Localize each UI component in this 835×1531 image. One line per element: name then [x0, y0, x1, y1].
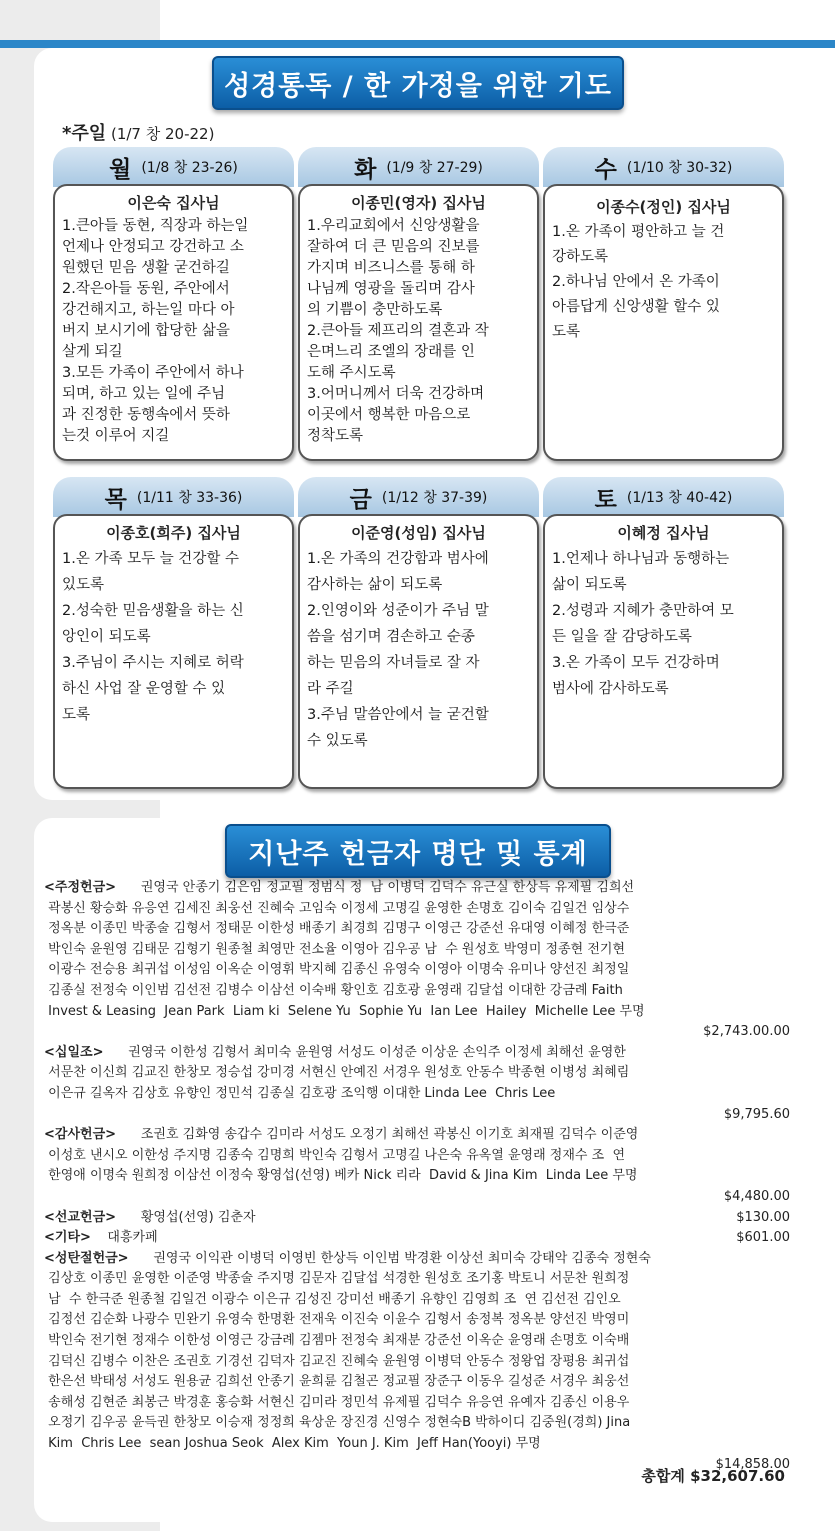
day-card-thu [53, 477, 294, 789]
offering-group-christmas [44, 1249, 790, 1476]
prayer-text: 1.온 가족이 평안하고 늘 건 강하도록 2.하나님 안에서 온 가족이 아름답게 신앙생활 할수 있 도록 [552, 224, 725, 340]
offering-names: 권영국 안종기 김은임 정교필 정범식 정 남 이병덕 김덕수 유근실 한상득 유제필 김희선 [116, 880, 635, 895]
day-body [543, 514, 784, 789]
grand-total-value: $32,607.60 [690, 1467, 785, 1485]
offering-names: 권영국 이한성 김형서 최미숙 윤원영 서성도 이성준 이상운 손익주 이정세 최해선 윤영한 [103, 1044, 626, 1060]
offering-line [44, 1043, 790, 1064]
prayer-text: 1.온 가족 모두 늘 건강할 수 있도록 2.성숙한 믿음생활을 하는 신 앙인이 되도록 3.주님이 주시는 지혜로 허락 하신 사업 잘 운영할 수 있 도록 [62, 551, 244, 723]
person-name: 이혜정 집사님 [617, 524, 710, 542]
day-body [298, 514, 539, 789]
offering-line: 박인숙 윤원영 김태문 김형기 원종철 최영만 전소율 이영아 김우공 남 수 원성호 박영미 정종현 전기현 [44, 941, 625, 957]
offering-list [44, 878, 790, 1475]
person-name: 이은숙 집사님 [127, 194, 220, 212]
offering-line: Invest & Leasing Jean Park Liam ki Selene Yu Sophie Yu Ian Lee Hailey Michelle Lee 무명 [44, 1003, 645, 1019]
day-card-fri [298, 477, 539, 789]
day-body [543, 184, 784, 461]
day-ref: (1/9 창 27-29) [386, 160, 483, 176]
day-char: 수 [594, 156, 617, 183]
day-tab [53, 147, 294, 187]
day-tab [53, 477, 294, 517]
offering-line [44, 1125, 790, 1146]
offering-category: <감사헌금> [44, 1127, 117, 1143]
offering-line: 오정기 김우공 윤득권 한창모 이승재 정정희 육상운 장진경 신영수 정현숙B 박하이디 김중원(경희) Jina [44, 1415, 631, 1431]
offering-line [44, 1228, 790, 1249]
offering-line: Kim Chris Lee sean Joshua Seok Alex Kim Youn J. Kim Jeff Han(Yooyi) 무명 [44, 1436, 541, 1452]
day-ref: (1/10 창 30-32) [626, 160, 733, 176]
prayer-text: 1.온 가족의 건강함과 범사에 감사하는 삶이 되도록 2.인영이와 성준이가 주님 말 씀을 섬기며 겸손하고 순종 하는 믿음의 자녀들로 잘 자 라 주길 3.주님 말씀안에서 늘 굳건할 수 있도록 [307, 551, 489, 749]
sunday-reading [62, 119, 214, 145]
day-ref: (1/13 창 40-42) [626, 490, 733, 506]
offering-line: 한은선 박태성 서성도 원용균 김희선 안종기 윤희륜 김철곤 정교필 장준구 이동우 길성준 서경우 최웅선 [44, 1374, 630, 1390]
person-name: 이준영(성임) 집사님 [351, 524, 486, 542]
day-char: 월 [109, 156, 132, 183]
day-body [298, 184, 539, 461]
offering-amount: $601.00 [736, 1230, 790, 1246]
offering-line: 김덕신 김병수 이찬은 조권호 기경선 김덕자 김교진 진혜숙 윤원영 이병덕 안동수 정왕업 장평용 최귀섭 [44, 1353, 630, 1369]
prayer-title-banner: 성경통독 / 한 가정을 위한 기도 [212, 56, 624, 110]
offering-group-tithe-sunday [44, 878, 790, 1043]
day-char: 화 [354, 156, 377, 183]
offering-line: 이은규 길옥자 김상호 유향인 정민석 김종실 김호광 조익행 이대한 Linda Lee Chris Lee [44, 1085, 556, 1101]
offering-title-banner: 지난주 헌금자 명단 및 통계 [225, 824, 611, 878]
day-card-mon [53, 147, 294, 461]
offering-line [44, 1249, 790, 1270]
sunday-ref: (1/7 창 20-22) [110, 125, 215, 143]
offering-line [44, 878, 790, 899]
person-name: 이종수(정인) 집사님 [596, 198, 731, 216]
day-tab [298, 477, 539, 517]
offering-line: 남 수 한극준 원종철 김일건 이광수 이은규 김성진 강미선 배종기 유향인 김영희 조 연 김선전 김인오 [44, 1291, 621, 1307]
offering-line: 한영애 이명숙 원희정 이삼선 이정숙 황영섭(선영) 베카 Nick 리라 David & Jina Kim Linda Lee 무명 [44, 1168, 638, 1184]
day-char: 토 [594, 486, 617, 513]
day-ref: (1/12 창 37-39) [381, 490, 488, 506]
offering-amount: $9,795.60 [723, 1106, 790, 1122]
offering-group-other [44, 1228, 790, 1249]
prayer-text: 1.큰아들 동현, 직장과 하는일 언제나 안정되고 강건하고 소 원했던 믿음 생활 굳건하길 2.작은아들 동원, 주안에서 강건해지고, 하는일 마다 아 버지 보시기에 합당한 삶을 살게 되길 3.모든 가족이 주안에서 하나 되며, 하고 있는 일에 주님 과 진정한 동행속에서 뜻하 는것 이루어 지길 [62, 218, 249, 444]
offering-category: <주정헌금> [44, 880, 117, 895]
day-body [53, 514, 294, 789]
day-card-sat [543, 477, 784, 789]
day-card-tue [298, 147, 539, 461]
offering-amount: $4,480.00 [723, 1188, 790, 1204]
offering-line: 이광수 전승용 최귀섭 이성임 이옥순 이영휘 박지혜 김종신 유영숙 이영아 이명숙 유미나 양선진 최정일 [44, 962, 630, 978]
offering-group-tithe [44, 1043, 790, 1125]
offering-line: 곽봉신 황승화 유응연 김세진 최웅선 진혜숙 고임숙 이정세 고명길 윤영한 손명호 김이숙 김일건 임상수 [44, 900, 630, 916]
offering-line: 김정선 김순화 나광수 민완기 유영숙 한명환 전재욱 이진숙 이윤수 김형서 송정복 정옥분 양선진 박영미 [44, 1312, 630, 1328]
day-char: 목 [104, 486, 127, 513]
offering-group-mission [44, 1208, 790, 1229]
day-ref: (1/8 창 23-26) [141, 160, 238, 176]
person-name: 이종민(영자) 집사님 [351, 194, 486, 212]
day-char: 금 [349, 486, 372, 513]
day-body [53, 184, 294, 461]
grand-total [641, 1465, 785, 1486]
person-name: 이종호(희주) 집사님 [106, 524, 241, 542]
offering-line [44, 1208, 790, 1229]
offering-names: 대흥카페 [90, 1230, 158, 1246]
offering-names: 권영국 이익관 이병덕 이영빈 한상득 이인범 박경환 이상선 최미숙 강태악 김종숙 정현숙 [128, 1250, 651, 1266]
day-tab [298, 147, 539, 187]
offering-names: 조권호 김화영 송갑수 김미라 서성도 오정기 최해선 곽봉신 이기호 최재필 김덕수 이준영 [116, 1127, 639, 1143]
top-band [0, 40, 835, 48]
offering-line: 박인숙 전기현 정재수 이한성 이영근 강금례 김젬마 전정숙 최재분 강준선 이옥순 윤영래 손명호 이숙배 [44, 1333, 630, 1349]
offering-line: 김상호 이종민 윤영한 이준영 박종술 주지명 김문자 김달섭 석경한 원성호 조기홍 박토니 서문찬 원희정 [44, 1271, 630, 1287]
offering-line: 송해성 김현준 최봉근 박경훈 홍승화 서현신 김미라 정민석 유제필 김덕수 유응연 유예자 김종신 이용우 [44, 1394, 630, 1410]
offering-line: 김종실 전정숙 이인범 김선전 김병수 이삼선 이숙배 황인호 김호광 윤영래 김달섭 이대한 강금례 Faith [44, 982, 623, 998]
offering-amount: $130.00 [736, 1209, 790, 1225]
offering-line: 서문찬 이신희 김교진 한창모 정승섭 강미경 서현신 안예진 서경우 원성호 안동수 박종현 이병성 최혜림 [44, 1065, 630, 1081]
offering-category: <선교헌금> [44, 1209, 117, 1225]
offering-category: <기타> [44, 1230, 91, 1246]
offering-line: 정옥분 이종민 박종술 김형서 정태문 이한성 배종기 최경희 김명구 이영근 강준선 유대영 이혜정 한극준 [44, 921, 630, 937]
offering-category: <십일조> [44, 1044, 104, 1060]
grand-total-label: 총합계 [641, 1467, 685, 1485]
offering-group-thanks [44, 1125, 790, 1207]
prayer-text: 1.언제나 하나님과 동행하는 삶이 되도록 2.성령과 지혜가 충만하여 모 든 일을 잘 감당하도록 3.온 가족이 모두 건강하며 범사에 감사하도록 [552, 551, 734, 697]
offering-category: <성탄절헌금> [44, 1250, 129, 1266]
offering-amount: $14,858.00 [715, 1456, 790, 1472]
offering-line: 이성호 낸시오 이한성 주지명 김종숙 김명희 박인숙 김형서 고명길 나은숙 유옥열 윤영래 정재수 조 연 [44, 1147, 625, 1163]
day-card-wed [543, 147, 784, 461]
prayer-text: 1.우리교회에서 신앙생활을 잘하여 더 큰 믿음의 진보를 가지며 비즈니스를 통해 하 나님께 영광을 돌리며 감사 의 기쁨이 충만하도록 2.큰아들 제프리의 결혼과 작 은며느리 조엘의 장래를 인 도해 주시도록 3.어머니께서 더욱 건강하며 이곳에서 행복한 마음으로 정착도록 [307, 218, 489, 444]
day-ref: (1/11 창 33-36) [136, 490, 243, 506]
day-tab [543, 147, 784, 187]
offering-amount: $2,743.00.00 [703, 1024, 790, 1040]
day-tab [543, 477, 784, 517]
sunday-label: *주일 [62, 123, 107, 144]
offering-names: 황영섭(선영) 김춘자 [116, 1209, 256, 1225]
